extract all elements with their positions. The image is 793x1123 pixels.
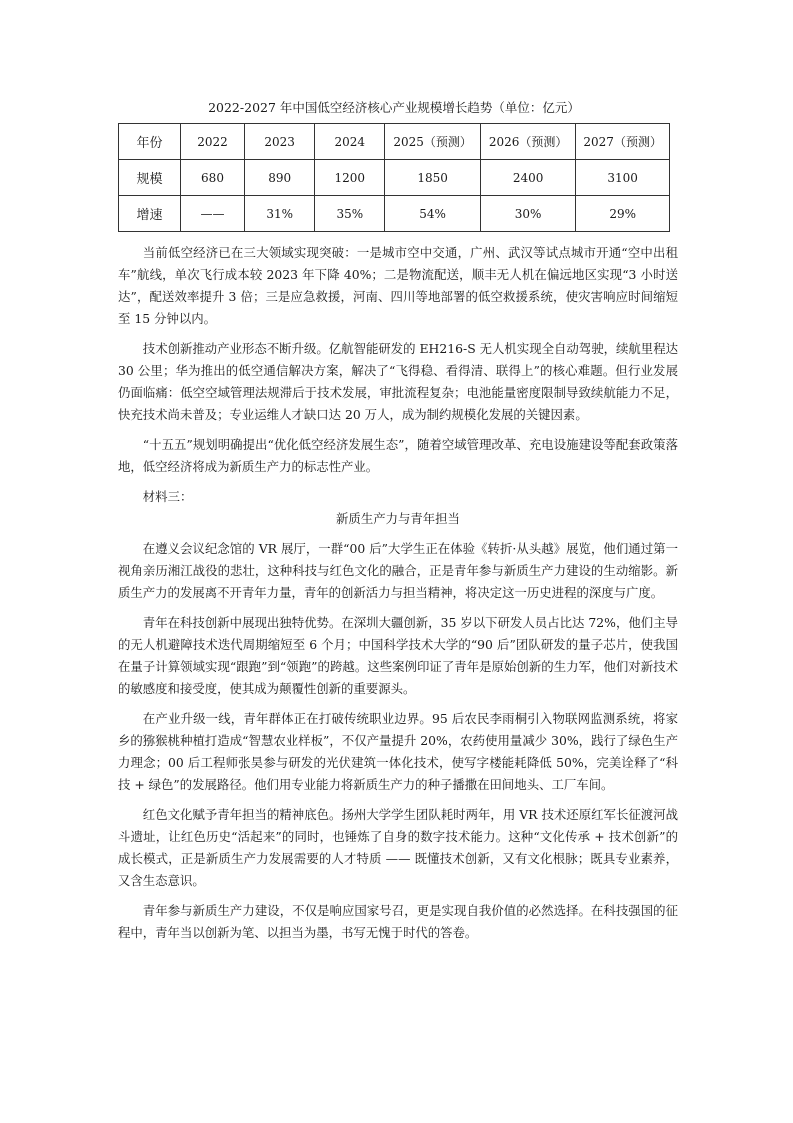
- paragraph: 青年参与新质生产力建设，不仅是响应国家号召，更是实现自我价值的必然选择。在科技强国的征程中，青年当以创新为笔、以担当为墨，书写无愧于时代的答卷。: [118, 903, 678, 940]
- industry-scale-table: [118, 123, 670, 232]
- paragraph: 在产业升级一线，青年群体正在打破传统职业边界。95 后农民李雨桐引入物联网监测系统，将家乡的猕猴桃种植打造成“智慧农业样板”，不仅产量提升 20%，农药使用量减少 30%，践行了绿色生产力理念；00 后工程师张昊参与研发的光伏建筑一体化技术，使写字楼能耗降低 50%，完美诠释了“科技 + 绿色”的发展路径。他们用专业能力将新质生产力的种子播撒在田间地头、工厂车间。: [118, 711, 678, 792]
- table-cell: 29%: [576, 196, 670, 232]
- table-cell: 1850: [385, 160, 481, 196]
- table-cell: ——: [180, 196, 244, 232]
- row-header-growth: 增速: [119, 196, 181, 232]
- table-cell: 2027（预测）: [576, 124, 670, 160]
- table-title: 2022-2027 年中国低空经济核心产业规模增长趋势（单位：亿元）: [208, 100, 580, 115]
- table-cell: 2400: [480, 160, 576, 196]
- body-text: [118, 242, 678, 952]
- table-cell: 54%: [385, 196, 481, 232]
- table-cell: 35%: [315, 196, 385, 232]
- paragraph: “十五五”规划明确提出“优化低空经济发展生态”，随着空域管理改革、充电设施建设等配套政策落地，低空经济将成为新质生产力的标志性产业。: [118, 437, 678, 474]
- paragraph: 在遵义会议纪念馆的 VR 展厅，一群“00 后”大学生正在体验《转折·从头越》展览，他们通过第一视角亲历湘江战役的悲壮，这种科技与红色文化的融合，正是青年参与新质生产力建设的生动缩影。新质生产力的发展离不开青年力量，青年的创新活力与担当精神，将决定这一历史进程的深度与广度。: [118, 541, 678, 600]
- row-header-scale: 规模: [119, 160, 181, 196]
- table-cell: 3100: [576, 160, 670, 196]
- table-cell: 31%: [245, 196, 315, 232]
- table-cell: 30%: [480, 196, 576, 232]
- row-header-year: 年份: [119, 124, 181, 160]
- paragraph: 技术创新推动产业形态不断升级。亿航智能研发的 EH216-S 无人机实现全自动驾驶，续航里程达 30 公里；华为推出的低空通信解决方案，解决了“飞得稳、看得清、联得上”的核心难题。但行业发展仍面临痛：低空空域管理法规滞后于技术发展，审批流程复杂；电池能量密度限制导致续航能力不足，快充技术尚未普及；专业运维人才缺口达 20 万人，成为制约规模化发展的关键因素。: [118, 341, 678, 422]
- table-cell: 2023: [245, 124, 315, 160]
- section-title: 新质生产力与青年担当: [336, 511, 460, 526]
- table-row-year: [119, 124, 670, 160]
- table-cell: 2025（预测）: [385, 124, 481, 160]
- table-cell: 2026（预测）: [480, 124, 576, 160]
- table-cell: 2022: [180, 124, 244, 160]
- table-cell: 680: [180, 160, 244, 196]
- table-cell: 1200: [315, 160, 385, 196]
- table-row-scale: [119, 160, 670, 196]
- paragraph: 当前低空经济已在三大领域实现突破：一是城市空中交通，广州、武汉等试点城市开通“空中出租车”航线，单次飞行成本较 2023 年下降 40%；二是物流配送，顺丰无人机在偏远地区实现“3 小时送达”，配送效率提升 3 倍；三是应急救援，河南、四川等地部署的低空救援系统，使灾害响应时间缩短至 15 分钟以内。: [118, 245, 678, 326]
- table-row-growth: [119, 196, 670, 232]
- material-label: 材料三：: [142, 489, 193, 504]
- table-cell: 890: [245, 160, 315, 196]
- paragraph: 红色文化赋予青年担当的精神底色。扬州大学学生团队耗时两年，用 VR 技术还原红军长征渡河战斗遗址，让红色历史“活起来”的同时，也锤炼了自身的数字技术能力。这种“文化传承 + 技术创新”的成长模式，正是新质生产力发展需要的人才特质 —— 既懂技术创新，又有文化根脉；既具专业素养，又含生态意识。: [118, 807, 678, 888]
- table-cell: 2024: [315, 124, 385, 160]
- paragraph: 青年在科技创新中展现出独特优势。在深圳大疆创新，35 岁以下研发人员占比达 72%，他们主导的无人机避障技术迭代周期缩短至 6 个月；中国科学技术大学的“90 后”团队研发的量子芯片，使我国在量子计算领域实现“跟跑”到“领跑”的跨越。这些案例印证了青年是原始创新的生力军，他们对新技术的敏感度和接受度，使其成为颠覆性创新的重要源头。: [118, 615, 678, 696]
